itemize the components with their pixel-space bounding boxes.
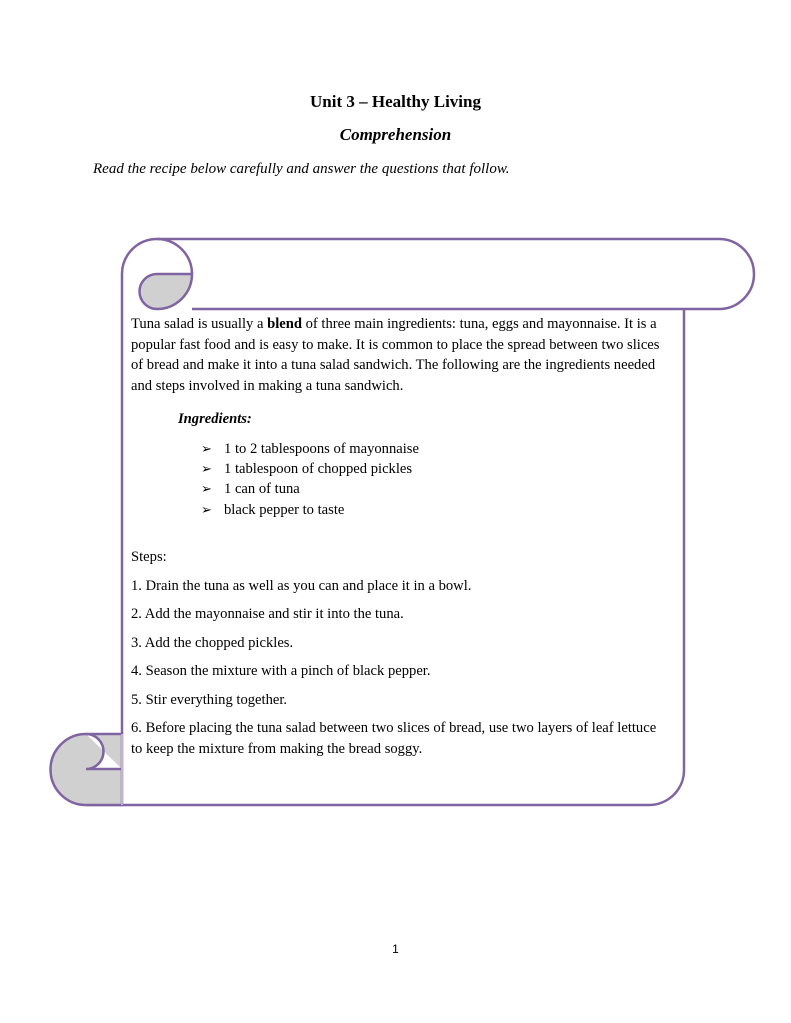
ingredients-heading: Ingredients: bbox=[178, 411, 252, 427]
page-number: 1 bbox=[392, 942, 399, 956]
step-item: 4. Season the mixture with a pinch of black pepper. bbox=[131, 663, 431, 680]
step-item: 1. Drain the tuna as well as you can and place it in a bowl. bbox=[131, 577, 472, 594]
step-item: 6. Before placing the tuna salad between two slices of bread, use two layers of leaf lettuce to keep the mixture from making the bread soggy. bbox=[131, 720, 657, 757]
blend-keyword: blend bbox=[267, 316, 302, 332]
ingredients-list bbox=[201, 439, 671, 521]
scroll-top-curl-fill bbox=[140, 274, 193, 309]
step-item: 3. Add the chopped pickles. bbox=[131, 634, 294, 651]
scroll-top-curl-edge bbox=[157, 239, 192, 274]
scroll-top-band bbox=[157, 239, 754, 309]
arrow-bullet-icon: ➢ bbox=[201, 481, 212, 497]
arrow-bullet-icon: ➢ bbox=[201, 501, 212, 517]
step-item: 5. Stir everything together. bbox=[131, 691, 288, 708]
instruction-text: Read the recipe below carefully and answer the questions that follow. bbox=[93, 161, 510, 177]
list-item: ➢ black pepper to taste bbox=[201, 500, 671, 520]
step-item: 2. Add the mayonnaise and stir it into the tuna. bbox=[131, 606, 404, 623]
page-title: Unit 3 – Healthy Living bbox=[310, 92, 481, 111]
list-item: ➢ 1 to 2 tablespoons of mayonnaise bbox=[201, 439, 671, 459]
steps-heading: Steps: bbox=[131, 549, 167, 566]
section-subtitle: Comprehension bbox=[339, 125, 452, 144]
list-item: ➢ 1 can of tuna bbox=[201, 479, 671, 499]
list-item: ➢ 1 tablespoon of chopped pickles bbox=[201, 459, 671, 479]
recipe-content bbox=[131, 314, 671, 759]
recipe-intro: Tuna salad is usually a blend of three main ingredients: tuna, eggs and mayonnaise. It is a popular fast food and is easy to make. It is common to place the spread between two slices of bread and make it into a tuna salad sandwich. The following are the ingredients needed and steps involved in making a tuna sandwich. bbox=[131, 316, 660, 394]
arrow-bullet-icon: ➢ bbox=[201, 440, 212, 456]
arrow-bullet-icon: ➢ bbox=[201, 460, 212, 476]
